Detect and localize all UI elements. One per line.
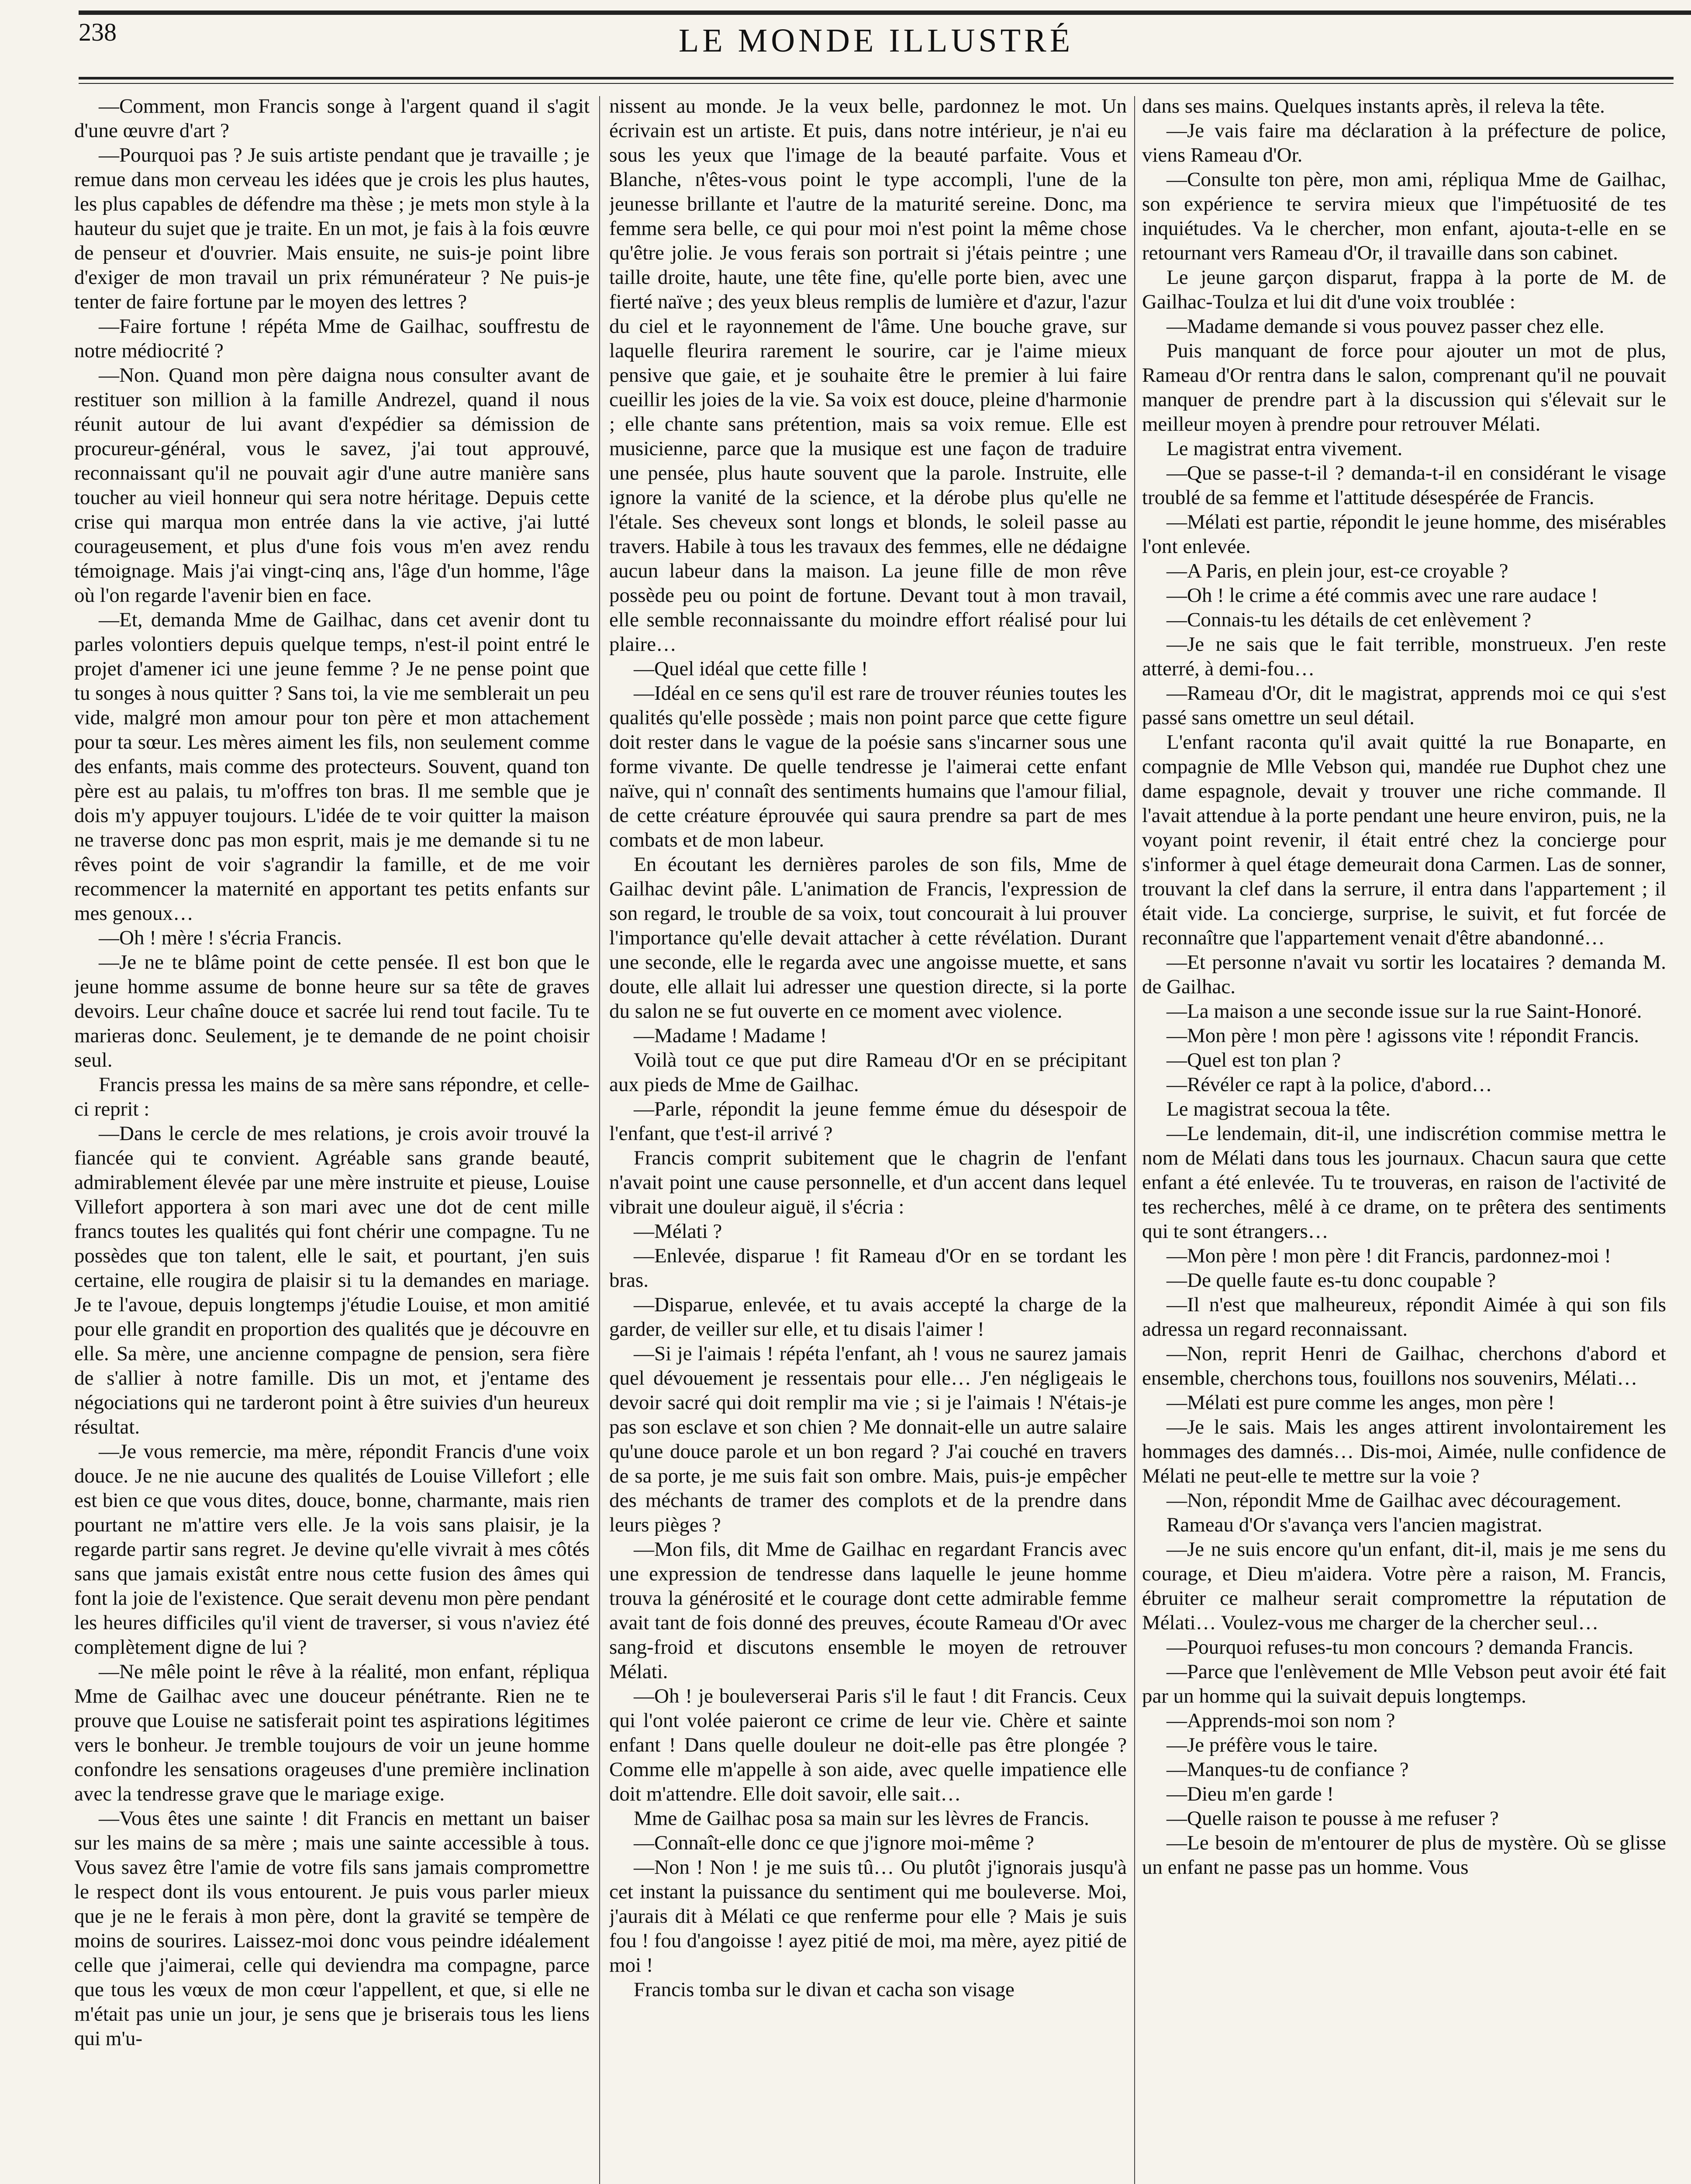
article-paragraph: —Mélati est pure comme les anges, mon père ! — [1166, 1391, 1555, 1414]
article-paragraph: —Je vous remercie, ma mère, répondit Francis d'une voix douce. Je ne nie aucune des qualités de Louise Villefort ; elle est bien ce que vous dites, douce, bonne, charmante, mais rien pourtant ne m'attire vers elle. Je la vois sans plaisir, je la regarde partir sans regret. Je devine qu'elle vivrait à mes côtés sans que jamais existât entre nous cette fusion des âmes qui font la joie de l'existence. Que serait devenu mon père pendant les heures difficiles qu'il vient de traverser, si vous n'aviez été complètement digne de lui ? — [74, 1440, 590, 1659]
article-paragraph: —Ne mêle point le rêve à la réalité, mon enfant, répliqua Mme de Gailhac avec une douceur pénétrante. Rien ne te prouve que Louise ne satisferait point tes aspirations légitimes vers le bonheur. Je tremble toujours de voir un jeune homme confondre les sensations orageuses d'une première inclination avec la tendresse grave que le mariage exige. — [74, 1660, 590, 1805]
article-paragraph: —Je ne sais que le fait terrible, monstrueux. J'en reste atterré, à demi-fou… — [1142, 633, 1666, 680]
article-paragraph: En écoutant les dernières paroles de son fils, Mme de Gailhac devint pâle. L'animation de Francis, l'expression de son regard, le trouble de sa voix, tout concourait à lui prouver l'importance qu'elle devait attacher à cette révélation. Durant une seconde, elle le regarda avec une angoisse muette, et sans doute, elle allait lui adresser une question directe, si la porte du salon ne se fut ouverte en ce moment avec violence. — [609, 853, 1127, 1023]
article-paragraph: —Quel idéal que cette fille ! — [634, 657, 868, 680]
article-paragraph: —Révéler ce rapt à la police, d'abord… — [1166, 1073, 1492, 1096]
article-paragraph: —Mélati ? — [634, 1220, 722, 1243]
article-paragraph: Puis manquant de force pour ajouter un mot de plus, Rameau d'Or rentra dans le salon, comprenant qu'il ne pouvait manquer de prendre part à la discussion qui s'élevait sur le meilleur moyen à prendre pour retrouver Mélati. — [1142, 339, 1666, 435]
text-column-1 — [74, 94, 590, 2184]
article-paragraph: —Mon père ! mon père ! agissons vite ! répondit Francis. — [1166, 1024, 1639, 1047]
article-paragraph: —Enlevée, disparue ! fit Rameau d'Or en se tordant les bras. — [609, 1244, 1127, 1292]
article-paragraph: —La maison a une seconde issue sur la rue Saint-Honoré. — [1166, 1000, 1642, 1023]
article-paragraph: —Pourquoi refuses-tu mon concours ? demanda Francis. — [1166, 1636, 1633, 1659]
article-paragraph: —Je ne suis encore qu'un enfant, dit-il, mais je me sens du courage, et Dieu m'aidera. Votre père a raison, M. Francis, ébruiter ce malheur serait compromettre la réputation de Mélati… Voulez-vous me charger de la chercher seul… — [1142, 1538, 1666, 1634]
article-paragraph: —Disparue, enlevée, et tu avais accepté la charge de la garder, de veiller sur elle, et tu disais l'aimer ! — [609, 1293, 1127, 1341]
column-divider — [1134, 96, 1135, 2184]
article-paragraph: —Je vais faire ma déclaration à la préfecture de police, viens Rameau d'Or. — [1142, 119, 1666, 166]
article-paragraph: —Non ! Non ! je me suis tû… Ou plutôt j'ignorais jusqu'à cet instant la puissance du sentiment qui me bouleverse. Moi, j'aurais dit à Mélati ce que renferme pour elle ? Mais je suis fou ! fou d'angoisse ! ayez pitié de moi, ma mère, ayez pitié de moi ! — [609, 1856, 1127, 1977]
article-paragraph: —Idéal en ce sens qu'il est rare de trouver réunies toutes les qualités qu'elle possède ; mais non point parce que cette figure doit rester dans le vague de la poésie sans s'incarner sous une forme vivante. De quelle tendresse je l'aimerai cette enfant naïve, qui n' connaît des sentiments humains que l'amour filial, de cette créature éprouvée qui saura prendre sa part de mes combats et de mon labeur. — [609, 682, 1127, 851]
article-paragraph: —Mon fils, dit Mme de Gailhac en regardant Francis avec une expression de tendresse dans laquelle le jeune homme trouva la générosité et le courage dont cette admirable femme avait tant de fois donné des preuves, écoute Rameau d'Or avec sang-froid et discutons ensemble le moyen de retrouver Mélati. — [609, 1538, 1127, 1683]
article-paragraph: —Consulte ton père, mon ami, répliqua Mme de Gailhac, son expérience te servira mieux que l'impétuosité de tes inquiétudes. Va le chercher, mon enfant, ajouta-t-elle en se retournant vers Rameau d'Or, il travaille dans son cabinet. — [1142, 168, 1666, 264]
article-paragraph: —Oh ! le crime a été commis avec une rare audace ! — [1166, 584, 1598, 607]
article-paragraph: —Rameau d'Or, dit le magistrat, apprends moi ce qui s'est passé sans omettre un seul détail. — [1142, 682, 1666, 729]
article-paragraph: —Pourquoi pas ? Je suis artiste pendant que je travaille ; je remue dans mon cerveau les idées que je crois les plus hautes, les plus capables de défendre ma thèse ; je mets mon style à la hauteur du sujet que je traite. En un mot, je fais à la fois œuvre de penseur et d'ouvrier. Mais ensuite, ne suis-je point libre d'exiger de mon travail un prix rémunérateur ? Ne puis-je tenter de faire fortune par le moyen des lettres ? — [74, 144, 590, 313]
article-paragraph: Le magistrat secoua la tête. — [1166, 1098, 1391, 1120]
article-paragraph: —De quelle faute es-tu donc coupable ? — [1166, 1269, 1496, 1292]
article-paragraph: —Dieu m'en garde ! — [1166, 1783, 1334, 1805]
article-paragraph: —Manques-tu de confiance ? — [1166, 1758, 1409, 1781]
article-paragraph: —Je ne te blâme point de cette pensée. Il est bon que le jeune homme assume de bonne heure sur sa tête de graves devoirs. Leur chaîne douce et sacrée lui rend tout facile. Tu te marieras donc. Seulement, je te demande de ne point choisir seul. — [74, 951, 590, 1071]
article-paragraph: —Parle, répondit la jeune femme émue du désespoir de l'enfant, que t'est-il arrivé ? — [609, 1098, 1127, 1145]
article-paragraph: —Connaît-elle donc ce que j'ignore moi-même ? — [634, 1832, 1034, 1854]
article-paragraph: —Oh ! mère ! s'écria Francis. — [99, 926, 342, 949]
article-paragraph: L'enfant raconta qu'il avait quitté la rue Bonaparte, en compagnie de Mlle Vebson qui, mandée rue Duphot chez une dame espagnole, devait y trouver une riche commande. Il l'avait attendue à la porte pendant une heure environ, puis, ne la voyant point revenir, il était entré chez la concierge pour s'informer à quel étage demeurait dona Carmen. Las de sonner, trouvant la clef dans la serrure, il entra dans l'appartement ; il était vide. La concierge, surprise, le suivit, et fut forcée de reconnaître que l'appartement venait d'être abandonné… — [1142, 731, 1666, 949]
article-paragraph: nissent au monde. Je la veux belle, pardonnez le mot. Un écrivain est un artiste. Et puis, dans notre intérieur, je n'ai eu sous les yeux que l'image de la beauté parfaite. Vous et Blanche, n'êtes-vous point le type accompli, l'une de la jeunesse brillante et l'autre de la maturité sereine. Donc, ma femme sera belle, ce qui pour moi n'est point la même chose qu'être jolie. Je vous ferais son portrait si j'étais peintre ; une taille droite, haute, une tête fine, qu'elle porte bien, avec une fierté naïve ; des yeux bleus remplis de lumière et d'azur, l'azur du ciel et le rayonnement de l'âme. Une bouche grave, sur laquelle fleurira rarement le sourire, car je l'aime mieux pensive que gaie, et je souhaite être le premier à lui faire cueillir les joies de la vie. Sa voix est douce, pleine d'harmonie ; elle chante sans prétention, mais sa voix remue. Elle est musicienne, parce que la musique est une façon de traduire une pensée, plus haute souvent que la parole. Instruite, elle ignore la vanité de la science, et la dérobe plus qu'elle ne l'étale. Ses cheveux sont longs et blonds, le soleil passe au travers. Habile à tous les travaux des femmes, elle ne dédaigne aucun labeur dans la maison. La jeune fille de mon rêve possède peu ou point de fortune. Devant tout à mon travail, elle semble reconnaissante du moindre effort réalisé pour lui plaire… — [609, 95, 1127, 656]
article-paragraph: —Dans le cercle de mes relations, je crois avoir trouvé la fiancée qui te convient. Agréable sans grande beauté, admirablement élevée par une mère instruite et pieuse, Louise Villefort apportera à son mari avec une dot de cent mille francs toutes les qualités qui font chérir une compagne. Tu ne possèdes que ton talent, elle le sait, et pourtant, j'en suis certaine, elle rougira de plaisir si tu la demandes en mariage. Je te l'avoue, depuis longtemps j'étudie Louise, et mon amitié pour elle grandit en proportion des qualités que je découvre en elle. Sa mère, une ancienne compagne de pension, sera fière de s'allier à notre famille. Dis un mot, et j'entame des négociations qui ne tarderont point à être suivies d'un heureux résultat. — [74, 1122, 590, 1438]
article-paragraph: —Non, reprit Henri de Gailhac, cherchons d'abord et ensemble, cherchons tous, fouillons nos souvenirs, Mélati… — [1142, 1342, 1666, 1389]
article-paragraph: —Non, répondit Mme de Gailhac avec découragement. — [1166, 1489, 1622, 1512]
article-paragraph: —Il n'est que malheureux, répondit Aimée à qui son fils adressa un regard reconnaissant. — [1142, 1293, 1666, 1341]
article-paragraph: —Je préfère vous le taire. — [1166, 1734, 1378, 1756]
article-paragraph: —Si je l'aimais ! répéta l'enfant, ah ! vous ne saurez jamais quel dévouement je ressentais pour elle… J'en négligeais le devoir sacré qui doit remplir ma vie ; si je l'aimais ! N'étais-je pas son esclave et son chien ? Me donnait-elle un autre salaire qu'une douce parole et un bon regard ? J'ai couché en travers de sa porte, je me suis fait son ombre. Mais, puis-je empêcher des méchants de tramer des complots et de la prendre dans leurs pièges ? — [609, 1342, 1127, 1536]
article-paragraph: —Le besoin de m'entourer de plus de mystère. Où se glisse un enfant ne passe pas un homme. Vous — [1142, 1832, 1666, 1879]
column-divider — [599, 96, 600, 2184]
article-paragraph: —Mélati est partie, répondit le jeune homme, des misérables l'ont enlevée. — [1142, 511, 1666, 558]
article-paragraph: —Quelle raison te pousse à me refuser ? — [1166, 1807, 1499, 1830]
article-paragraph: —Mon père ! mon père ! dit Francis, pardonnez-moi ! — [1166, 1244, 1612, 1267]
article-paragraph: —Apprends-moi son nom ? — [1166, 1709, 1395, 1732]
article-paragraph: Le jeune garçon disparut, frappa à la porte de M. de Gailhac-Toulza et lui dit d'une voix troublée : — [1142, 266, 1666, 313]
article-paragraph: Francis pressa les mains de sa mère sans répondre, et celle-ci reprit : — [74, 1073, 590, 1120]
article-paragraph: Mme de Gailhac posa sa main sur les lèvres de Francis. — [634, 1807, 1089, 1830]
header-rule-thin — [79, 83, 1674, 84]
article-paragraph: —A Paris, en plein jour, est-ce croyable ? — [1166, 560, 1508, 582]
article-paragraph: —Que se passe-t-il ? demanda-t-il en considérant le visage troublé de sa femme et l'attitude désespérée de Francis. — [1142, 462, 1666, 509]
article-paragraph: Francis tomba sur le divan et cacha son visage — [634, 1978, 1015, 2001]
article-paragraph: —Parce que l'enlèvement de Mlle Vebson peut avoir été fait par un homme qui la suivait depuis longtemps. — [1142, 1660, 1666, 1707]
header-rule — [79, 77, 1674, 79]
article-paragraph: —Quel est ton plan ? — [1166, 1049, 1341, 1071]
article-paragraph: —Faire fortune ! répéta Mme de Gailhac, souffrestu de notre médiocrité ? — [74, 315, 590, 362]
article-paragraph: —Vous êtes une sainte ! dit Francis en mettant un baiser sur les mains de sa mère ; mais une sainte accessible à tous. Vous savez être l'amie de votre fils sans jamais compromettre le respect dont ils vous entourent. Je puis vous parler mieux que je ne le ferais à mon père, dont la gravité se tempère de moins de sourires. Laissez-moi donc vous peindre idéalement celle que j'aimerai, celle qui deviendra ma compagne, parce que tous les vœux de mon cœur l'appellent, et que, si elle ne m'était pas unie un jour, je sens que je briserais tous les liens qui m'u- — [74, 1807, 590, 2050]
text-column-2 — [609, 94, 1127, 2184]
article-paragraph: —Oh ! je bouleverserai Paris s'il le faut ! dit Francis. Ceux qui l'ont volée paieront ce crime de leur vie. Chère et sainte enfant ! Dans quelle douleur ne doit-elle pas être plongée ? Comme elle m'appelle à son aide, avec quelle impatience elle doit m'attendre. Elle doit savoir, elle sait… — [609, 1685, 1127, 1805]
article-paragraph: Voilà tout ce que put dire Rameau d'Or en se précipitant aux pieds de Mme de Gailhac. — [609, 1049, 1127, 1096]
article-paragraph: Rameau d'Or s'avança vers l'ancien magistrat. — [1166, 1514, 1543, 1536]
article-paragraph: dans ses mains. Quelques instants après, il releva la tête. — [1142, 95, 1605, 117]
article-paragraph: —Et personne n'avait vu sortir les locataires ? demanda M. de Gailhac. — [1142, 951, 1666, 998]
article-paragraph: —Connais-tu les détails de cet enlèvement ? — [1166, 608, 1532, 631]
article-paragraph: Francis comprit subitement que le chagrin de l'enfant n'avait point une cause personnelle, et d'un accent dans lequel vibrait une douleur aiguë, il s'écria : — [609, 1147, 1127, 1218]
article-paragraph: —Et, demanda Mme de Gailhac, dans cet avenir dont tu parles volontiers depuis quelque temps, n'est-il point entré le projet d'amener ici une jeune femme ? Je ne pense point que tu songes à nous quitter ? Sans toi, la vie me semblerait un peu vide, malgré mon amour pour ton père et mon attachement pour ta sœur. Les mères aiment les fils, non seulement comme des enfants, mais comme des protecteurs. Souvent, quand ton père est au palais, tu m'offres ton bras. Il me semble que je dois m'y appuyer toujours. L'idée de te voir quitter la maison ne traverse donc pas mon esprit, mais je me demande si tu ne rêves point de voir s'agrandir la famille, et de me voir recommencer la maternité en apportant tes petits enfants sur mes genoux… — [74, 608, 590, 925]
page-number: 238 — [79, 18, 117, 46]
article-paragraph: —Je le sais. Mais les anges attirent involontairement les hommages des damnés… Dis-moi, Aimée, nulle confidence de Mélati ne peut-elle te mettre sur la voie ? — [1142, 1416, 1666, 1487]
article-paragraph: —Le lendemain, dit-il, une indiscrétion commise mettra le nom de Mélati dans tous les journaux. Chacun saura que cette enfant a été enlevée. Tu te trouveras, en raison de l'activité de tes recherches, mêlé à ce drame, on te prêtera des sentiments qui te sont étrangers… — [1142, 1122, 1666, 1243]
article-paragraph: —Comment, mon Francis songe à l'argent quand il s'agit d'une œuvre d'art ? — [74, 95, 590, 142]
masthead-title: LE MONDE ILLUSTRÉ — [678, 22, 1074, 59]
text-column-3 — [1142, 94, 1666, 2184]
article-paragraph: Le magistrat entra vivement. — [1166, 437, 1403, 460]
article-paragraph: —Madame ! Madame ! — [634, 1024, 827, 1047]
article-paragraph: —Madame demande si vous pouvez passer chez elle. — [1166, 315, 1605, 338]
top-rule — [79, 10, 1691, 15]
page-header — [79, 17, 1674, 70]
article-paragraph: —Non. Quand mon père daigna nous consulter avant de restituer son million à la famille Andrezel, quand il nous réunit autour de lui avant d'expédier sa démission de procureur-général, vous le savez, j'ai tout approuvé, reconnaissant qu'il ne pouvait agir d'une autre manière sans toucher au vieil honneur qui sera notre héritage. Depuis cette crise qui marqua mon entrée dans la vie active, j'ai lutté courageusement, et plus d'une fois vous m'en avez rendu témoignage. Mais j'ai vingt-cinq ans, l'âge d'un homme, l'âge où l'on regarde l'avenir bien en face. — [74, 364, 590, 607]
